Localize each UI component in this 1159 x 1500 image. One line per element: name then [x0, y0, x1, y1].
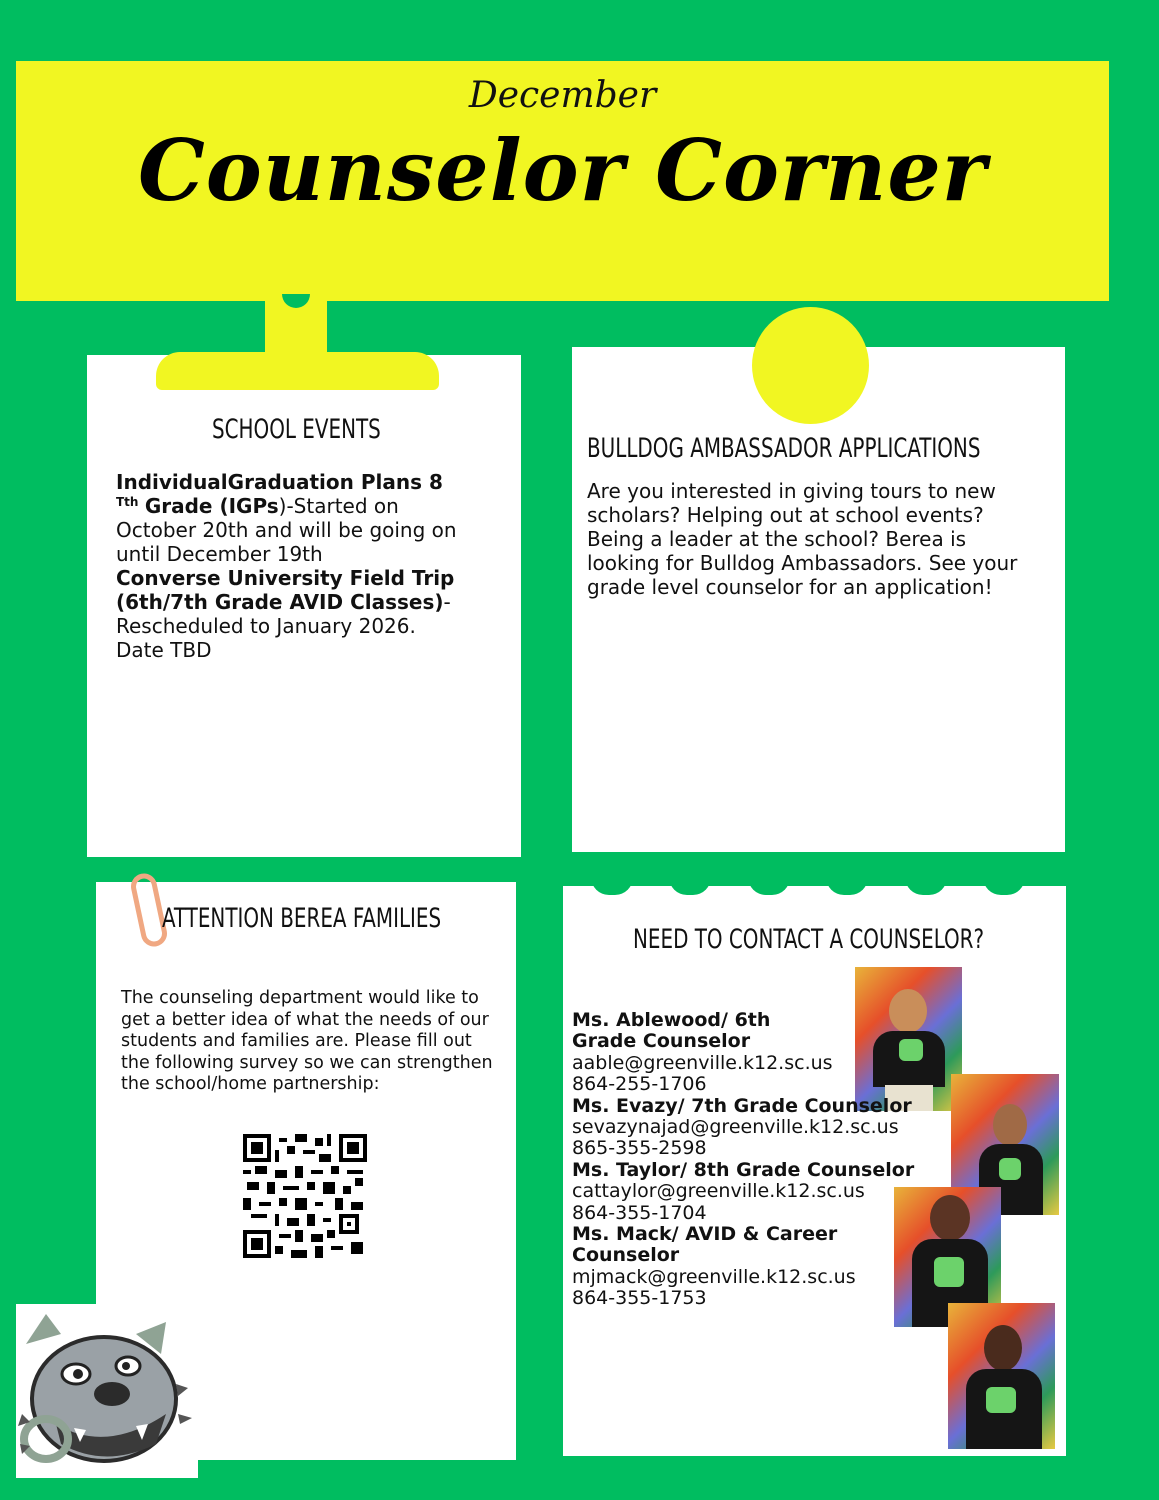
counselor-email[interactable]: mjmack@greenville.k12.sc.us: [572, 1265, 856, 1288]
ambassador-body: Are you interested in giving tours to new scholars? Helping out at school events? Being a leader at the school? Berea is looking for Bulldog Ambassadors. See your grade level counselor for an application!: [587, 479, 1018, 599]
event-igp-details: )-Started on October 20th and will be going on until December 19th: [116, 494, 457, 566]
counselor-email[interactable]: cattaylor@greenville.k12.sc.us: [572, 1180, 865, 1203]
counselor-name: Ms. Taylor/ 8th Grade Counselor: [572, 1158, 915, 1181]
attention-title: ATTENTION BEREA FAMILIES: [162, 903, 442, 934]
event-field-trip-title: Converse University Field Trip (6th/7th Grade AVID Classes): [116, 566, 455, 614]
event-igp-title: ndividualGraduation Plans 8: [123, 470, 443, 494]
counselor-phone: 864-355-1704: [572, 1201, 707, 1224]
bulldog-mascot-icon: [16, 1304, 198, 1478]
header-month: December: [468, 75, 657, 116]
counselor-entry: [572, 1223, 856, 1310]
event-igp-initial: I: [116, 470, 124, 494]
counselor-phone: 864-255-1706: [572, 1073, 707, 1096]
clipboard-clip-base: [156, 352, 439, 390]
counselor-entry: [572, 1160, 914, 1224]
counselor-email[interactable]: aable@greenville.k12.sc.us: [572, 1051, 833, 1074]
school-events-title: SCHOOL EVENTS: [212, 414, 381, 445]
page-title: Counselor Corner: [137, 121, 988, 220]
counselor-phone: 865-355-2598: [572, 1137, 707, 1160]
counselor-list: [572, 1010, 914, 1310]
attention-body: The counseling department would like to get a better idea of what the needs of our students and families are. Please fill out the following survey so we can strengthen the school/home partnership:: [121, 988, 493, 1094]
survey-qr-code[interactable]: [243, 1134, 367, 1258]
counselor-entry: [572, 1096, 914, 1160]
event-field-trip-details: - Rescheduled to January 2026. Date TBD: [116, 590, 451, 662]
school-events-body: [116, 470, 466, 662]
counselor-entry: [572, 1009, 833, 1096]
contact-title: NEED TO CONTACT A COUNSELOR?: [633, 924, 985, 955]
counselor-name: Ms. Mack/ AVID & Career Counselor: [572, 1223, 838, 1267]
counselor-name: Ms. Ablewood/ 6th Grade Counselor: [572, 1009, 771, 1053]
counselor-photo-mack: [948, 1303, 1055, 1449]
event-igp-grade: Grade (IGPs: [144, 494, 279, 518]
counselor-phone: 864-355-1753: [572, 1287, 707, 1310]
event-igp-superscript: Tth: [116, 495, 139, 509]
counselor-name: Ms. Evazy/ 7th Grade Counselor: [572, 1094, 912, 1117]
counselor-email[interactable]: sevazynajad@greenville.k12.sc.us: [572, 1116, 899, 1139]
ambassador-title: BULLDOG AMBASSADOR APPLICATIONS: [587, 433, 981, 464]
circle-pin-decoration: [752, 307, 869, 424]
header-banner: [16, 61, 1109, 301]
mascot-logo-box: [16, 1304, 198, 1478]
